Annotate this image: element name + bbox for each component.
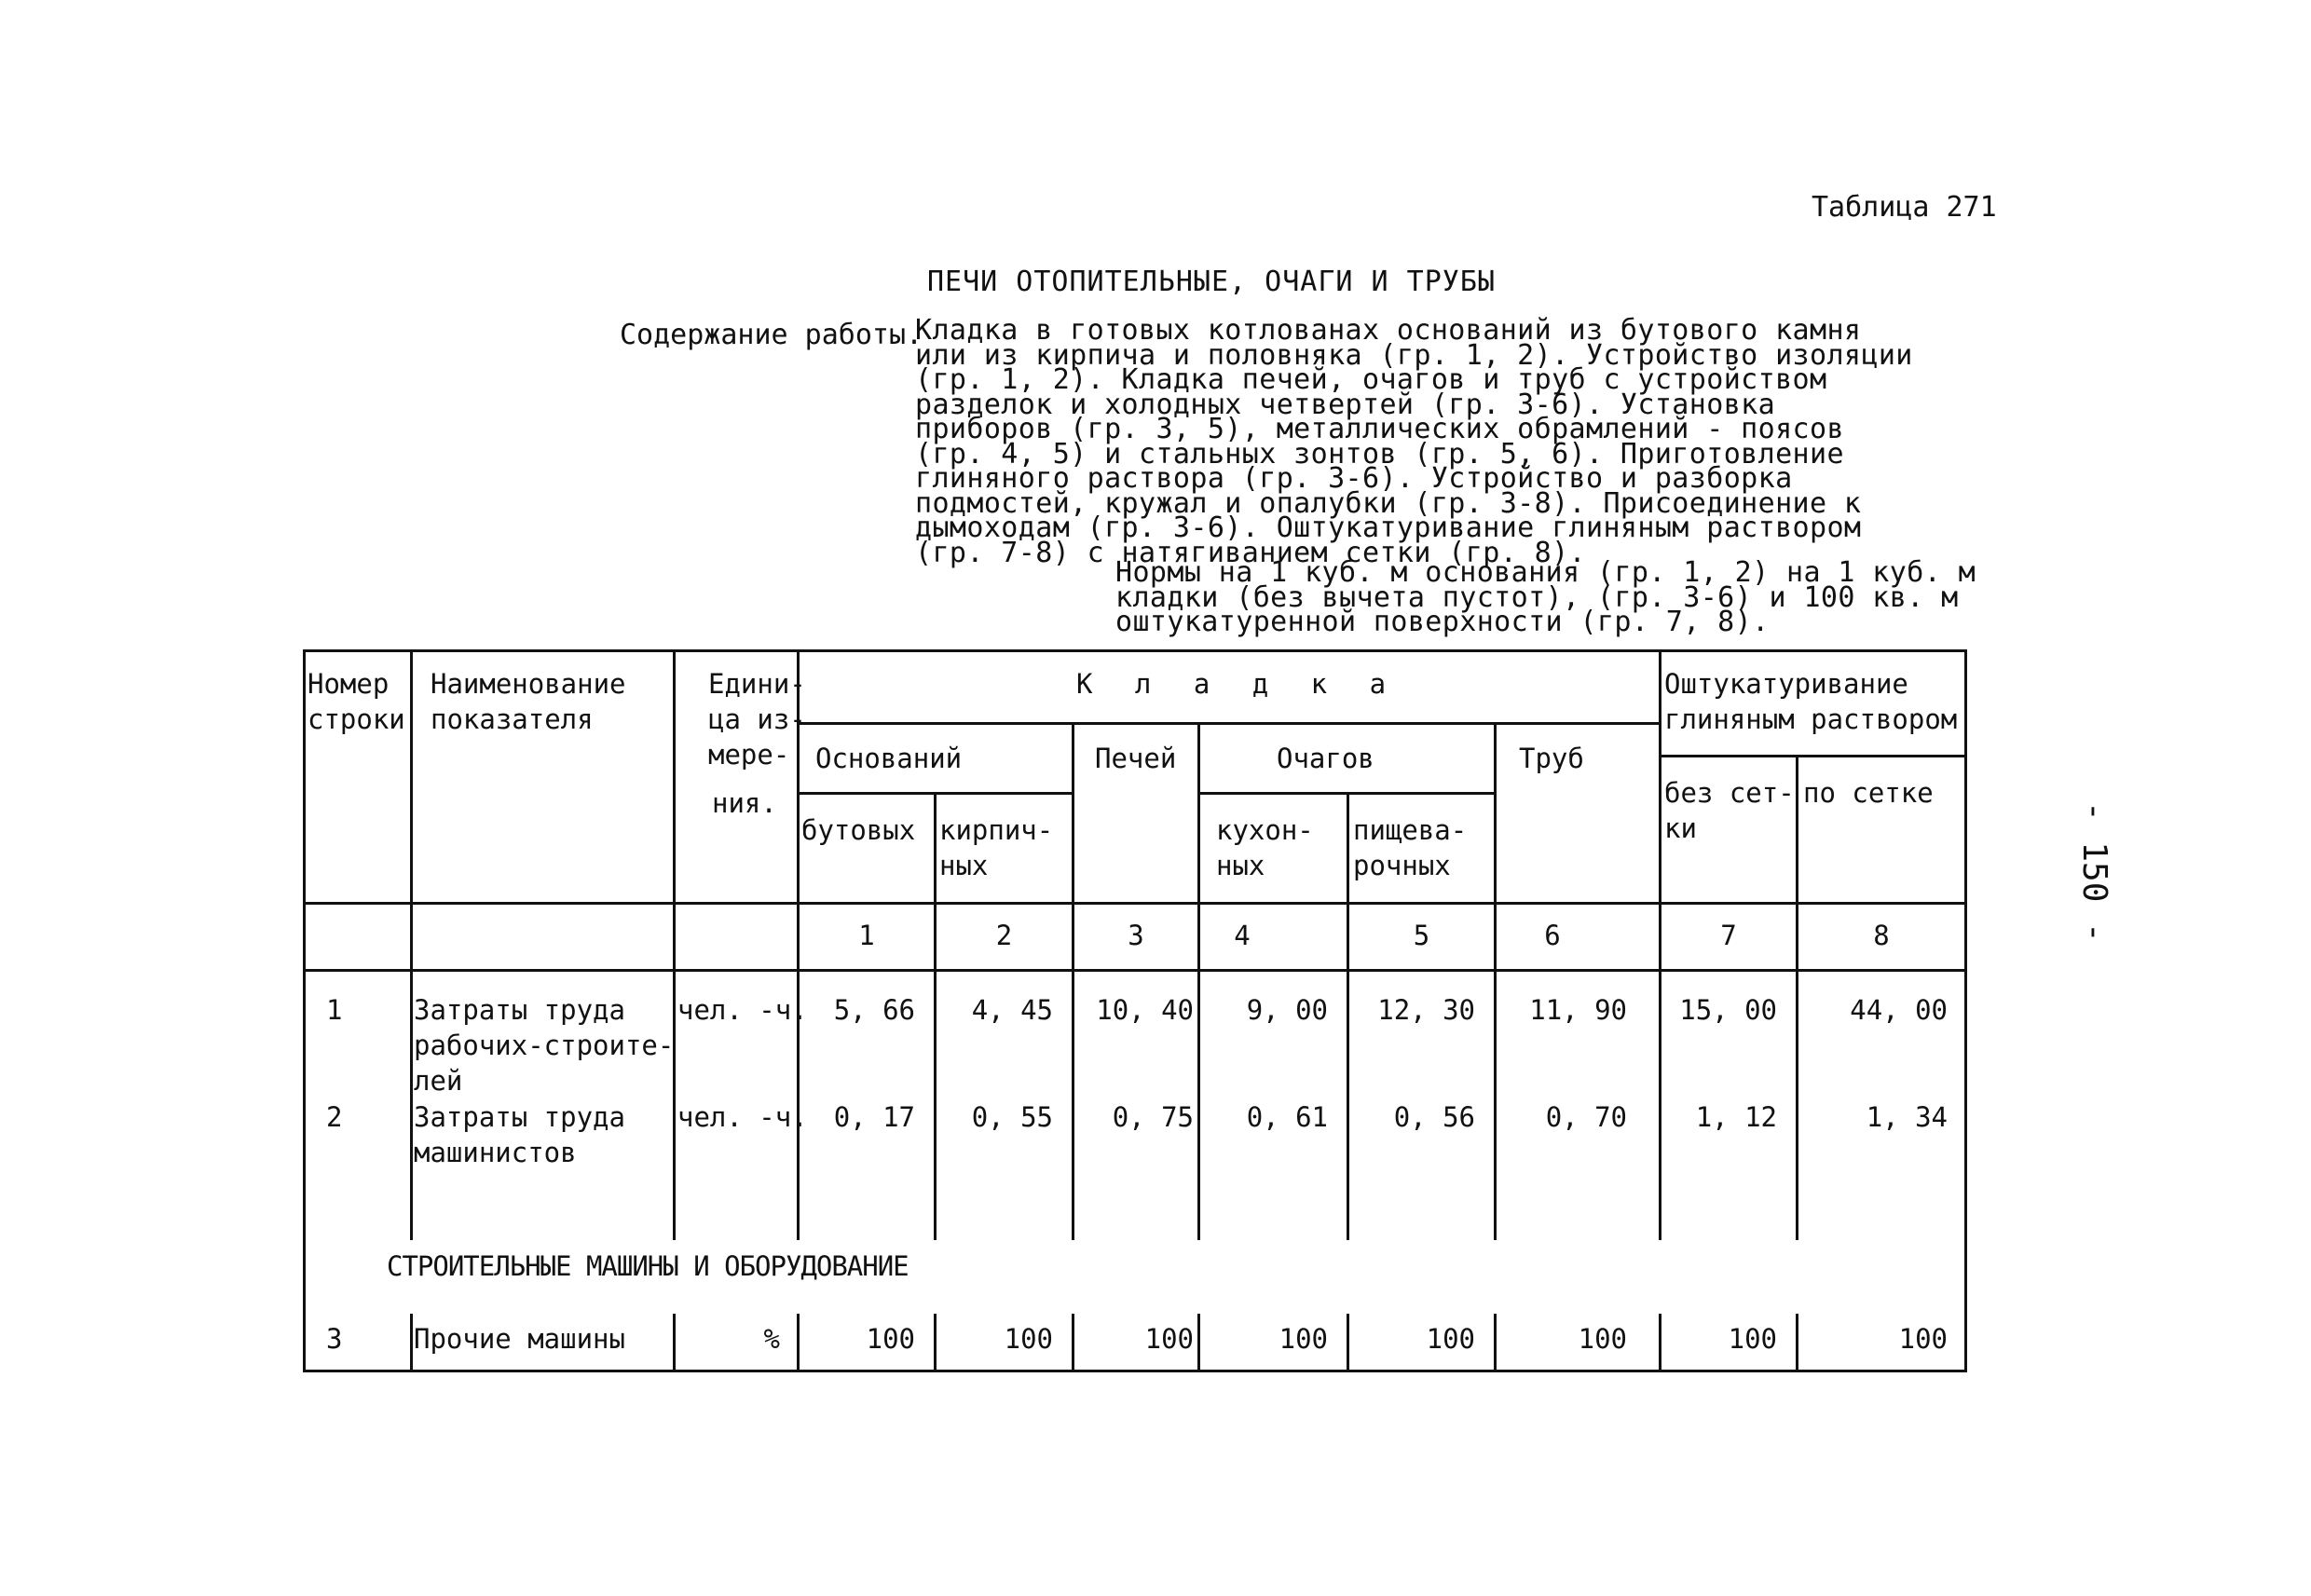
row-unit: чел. -ч. — [677, 1101, 808, 1133]
row-value: 0, 61 — [1246, 1101, 1328, 1133]
row-value: 100 — [1004, 1323, 1053, 1355]
norms-description: Нормы на 1 куб. м основания (гр. 1, 2) на 1 куб. м кладки (без вычета пустот), (гр. 3-6) и 100 кв. м оштукатуренной поверхности (гр. 7, 8). — [1115, 556, 1976, 638]
content-description: Кладка в готовых котлованах оснований из бутового камня или из кирпича и половняка (гр. 1, 2). Устройство изоляции (гр. 1, 2). Кладка печей, очагов и труб с устройством разделок и холодных четвертей (гр. 3-6). Установка приборов (гр. 3, 5), металлических обрамлений - поясов (гр. 4, 5) и стальных зонтов (гр. 5, 6). Приготовление глиняного раствора (гр. 3-6). Устройство и разборка подмостей, кружал и опалубки (гр. 3-8). Присоединение к дымоходам (гр. 3-6). Оштукатуривание глиняным раствором (гр. 7-8) с натягиванием сетки (гр. 8). — [915, 314, 1913, 569]
header-kladka: К л а д к а — [1076, 668, 1400, 700]
row-value: 0, 55 — [971, 1101, 1053, 1133]
row-name-line: машинистов — [414, 1137, 577, 1168]
row3-rule-name — [673, 1314, 676, 1370]
header-po-setke: по сетке — [1803, 777, 1934, 809]
header-kuhonnyh — [1216, 812, 1314, 883]
header-shtuk — [1664, 666, 1957, 737]
header-unit-line4: ния. — [712, 787, 777, 819]
table-bottom-rule — [303, 1370, 1964, 1372]
header-row-number-line2: строки — [308, 703, 405, 735]
header-unit-line3: мере- — [708, 739, 790, 771]
row-unit: чел. -ч. — [677, 994, 808, 1026]
header-pisch-line1: пищева- — [1353, 814, 1468, 846]
col-number: 2 — [995, 920, 1013, 951]
page-number: - 150 - — [2075, 801, 2113, 943]
row-value: 0, 70 — [1545, 1101, 1627, 1133]
header-unit — [708, 666, 806, 821]
header-shtuk-line1: Оштукатуривание — [1664, 668, 1908, 700]
header-rule-kladka — [797, 722, 1659, 725]
row-name — [414, 1099, 625, 1170]
header-pechey: Печей — [1095, 743, 1177, 774]
row-value: 1, 12 — [1695, 1101, 1777, 1133]
col-rule-kirpichnyh — [1072, 722, 1074, 1240]
col-number: 8 — [1873, 920, 1890, 951]
row3-rule-num — [410, 1314, 413, 1370]
header-pisch-line2: рочных — [1353, 850, 1451, 881]
row-number: 3 — [326, 1323, 343, 1355]
row-value: 100 — [866, 1323, 915, 1355]
col-number: 6 — [1544, 920, 1561, 951]
row-name-line: Затраты труда — [414, 994, 625, 1026]
table-top-rule — [303, 649, 1964, 652]
document-title: ПЕЧИ ОТОПИТЕЛЬНЫЕ, ОЧАГИ И ТРУБЫ — [927, 266, 1496, 298]
header-bez-setki-line2: ки — [1664, 812, 1697, 844]
row-value: 1, 34 — [1866, 1101, 1948, 1133]
row-value: 44, 00 — [1850, 994, 1948, 1026]
header-shtuk-line2: глиняным раствором — [1664, 703, 1958, 735]
row-name-line: Затраты труда — [414, 1101, 625, 1133]
header-row-number — [308, 666, 405, 737]
row-name: Прочие машины — [414, 1323, 625, 1355]
header-bottom-rule — [303, 902, 1964, 905]
row-name-line: рабочих-строите- — [414, 1030, 675, 1061]
header-row-number-line1: Номер — [308, 668, 390, 700]
row-value: 4, 45 — [971, 994, 1053, 1026]
header-unit-line2: ца из- — [708, 703, 806, 735]
header-pischevarochnyh — [1353, 812, 1467, 883]
header-kuhonnyh-line1: кухон- — [1216, 814, 1314, 846]
col-number: 3 — [1128, 920, 1144, 951]
header-butovyh: бутовых — [801, 814, 916, 846]
row-value: 100 — [1728, 1323, 1777, 1355]
row-value: 100 — [1898, 1323, 1948, 1355]
row-value: 15, 00 — [1679, 994, 1777, 1026]
row3-rule-unit — [797, 1314, 800, 1370]
header-trub: Труб — [1519, 743, 1584, 774]
row-value: 12, 30 — [1377, 994, 1475, 1026]
col-rule-left — [303, 649, 306, 1372]
row-value: 100 — [1279, 1323, 1328, 1355]
row-value: 11, 90 — [1529, 994, 1627, 1026]
col-rule-pechey — [1197, 722, 1200, 1240]
row-unit: % — [763, 1323, 780, 1355]
col-number: 7 — [1720, 920, 1737, 951]
row-value: 100 — [1578, 1323, 1627, 1355]
header-kirpichnyh — [939, 812, 1053, 883]
row-value: 9, 00 — [1246, 994, 1328, 1026]
content-label: Содержание работы. — [620, 319, 923, 351]
row-value: 0, 75 — [1112, 1101, 1194, 1133]
row-name — [414, 992, 674, 1098]
header-ochagov: Очагов — [1277, 743, 1374, 774]
row-value: 100 — [1426, 1323, 1475, 1355]
header-kirpichnyh-line2: ных — [939, 850, 989, 881]
col-number: 1 — [858, 920, 875, 951]
header-indicator — [431, 666, 626, 737]
row-number: 1 — [326, 994, 343, 1026]
section-title: СТРОИТЕЛЬНЫЕ МАШИНЫ И ОБОРУДОВАНИЕ — [387, 1250, 909, 1282]
row-value: 0, 56 — [1393, 1101, 1475, 1133]
col-rule-right — [1964, 649, 1967, 1372]
row-name-line: лей — [414, 1065, 463, 1097]
col-number: 4 — [1234, 920, 1251, 951]
col-numbers-bottom-rule — [303, 969, 1964, 972]
header-bez-setki — [1664, 775, 1795, 846]
col-number: 5 — [1413, 920, 1430, 951]
col-rule-num — [410, 649, 413, 1240]
header-rule-shtuk — [1659, 755, 1964, 757]
row-value: 0, 17 — [833, 1101, 915, 1133]
header-indicator-line1: Наименование — [431, 668, 626, 700]
col-rule-pisch — [1494, 722, 1497, 1240]
header-kuhonnyh-line2: ных — [1216, 850, 1265, 881]
header-indicator-line2: показателя — [431, 703, 594, 735]
table-label: Таблица 271 — [1812, 191, 1997, 224]
header-osnovaniy: Оснований — [815, 743, 963, 774]
row-value: 5, 66 — [833, 994, 915, 1026]
row-number: 2 — [326, 1101, 343, 1133]
col-rule-name — [673, 649, 676, 1240]
header-unit-line1: Едини- — [708, 668, 806, 700]
row-value: 100 — [1144, 1323, 1194, 1355]
row-value: 10, 40 — [1096, 994, 1194, 1026]
header-bez-setki-line1: без сет- — [1664, 777, 1795, 809]
header-kirpichnyh-line1: кирпич- — [939, 814, 1054, 846]
